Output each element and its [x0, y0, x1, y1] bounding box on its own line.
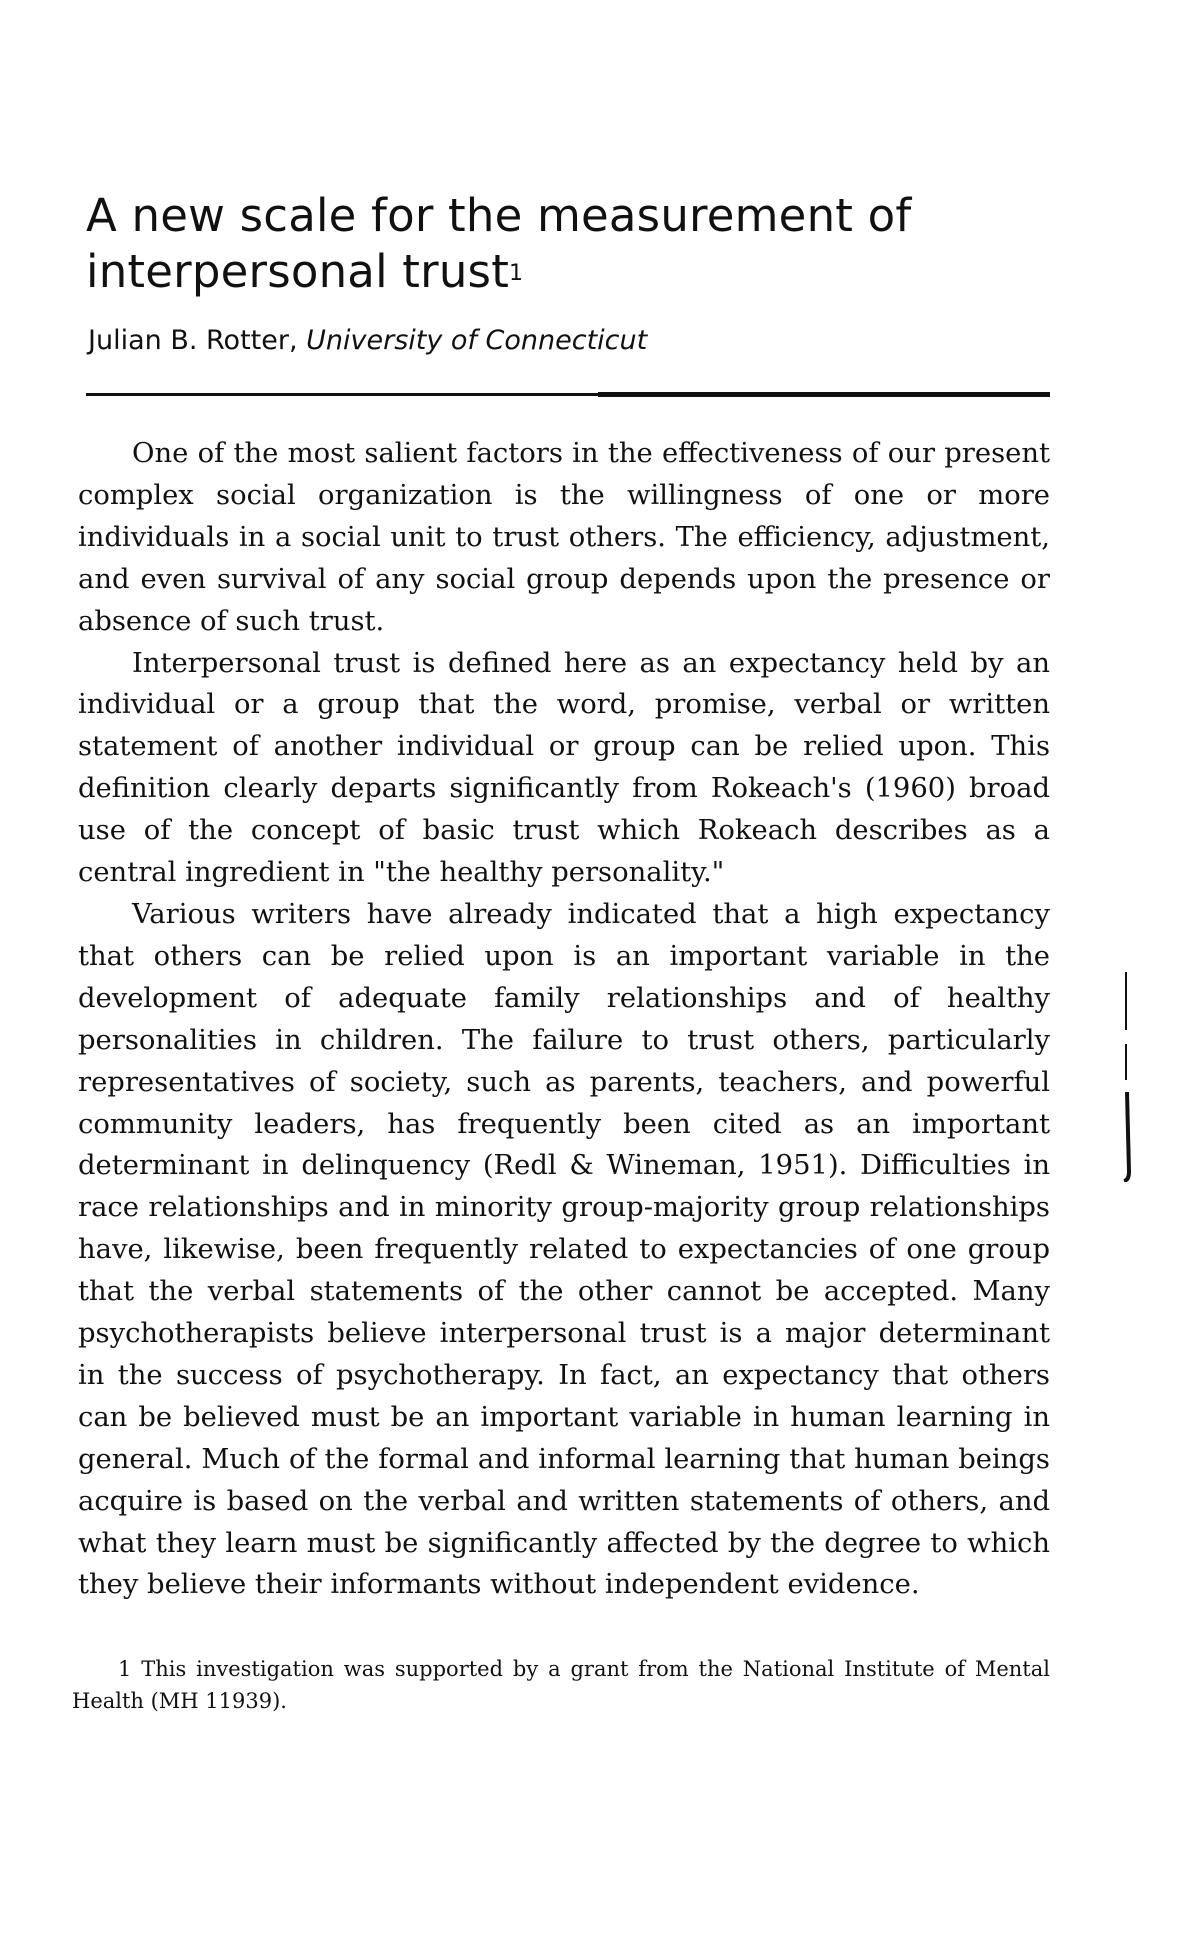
body-paragraph: Various writers have already indicated that a high expectancy that others can be relied upon is an important variable in the development of adequate family relationships and of healthy personalities in children. The failure to trust others, particularly representatives of society, such as parents, teachers, and powerful community leaders, has frequently been cited as an important determinant in delinquency (Redl & Wineman, 1951). Difficulties in race relationships and in minority group-majority group relationships have, likewise, been frequently related to expectancies of one group that the verbal statements of the other cannot be accepted. Many psychotherapists believe interpersonal trust is a major determinant in the success of psychotherapy. In fact, an expectancy that others can be believed must be an important variable in human learning in general. Much of the formal and informal learning that human beings acquire is based on the verbal and written statements of others, and what they learn must be significantly affected by the degree to which they believe their informants without independent evidence.: [78, 898, 1050, 1601]
footnote: 1 This investigation was supported by a grant from the National Institute of Mental Health (MH 11939).: [72, 1657, 1050, 1713]
author-affiliation: University of Connecticut: [306, 325, 648, 356]
margin-bracket-mark: [1122, 972, 1136, 1182]
body-paragraph: Interpersonal trust is defined here as an expectancy held by an individual or a group that the word, promise, verbal or written statement of another individual or group can be relied upon. This definition clearly departs significantly from Rokeach's (1960) broad use of the concept of basic trust which Rokeach describes as a central ingredient in "the healthy personality.": [78, 647, 1050, 889]
article-title-text: A new scale for the measurement of interpersonal trust: [86, 189, 912, 298]
title-footnote-marker: 1: [509, 261, 524, 286]
article-title: [86, 188, 986, 300]
body-paragraph: One of the most salient factors in the effectiveness of our present complex social organization is the willingness of one or more individuals in a social unit to trust others. The efficiency, adjustment, and even survival of any social group depends upon the presence or absence of such trust.: [78, 438, 1050, 637]
author-name: Julian B. Rotter,: [88, 325, 307, 356]
author-line: [88, 323, 647, 359]
article-body: [78, 433, 1050, 1606]
header-rule-bold-segment: [598, 392, 1050, 397]
